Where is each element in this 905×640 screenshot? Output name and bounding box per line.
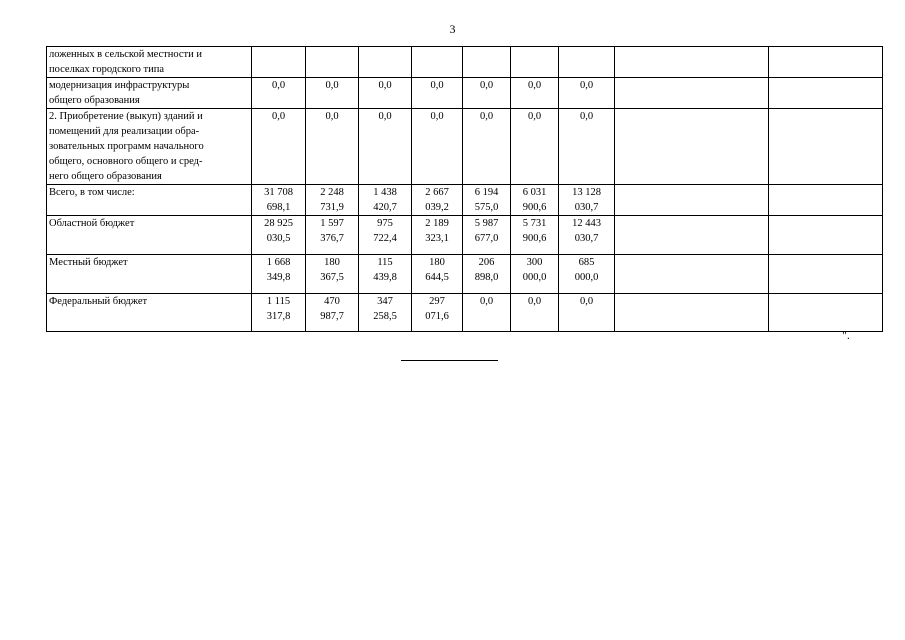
page-number: 3 — [449, 22, 456, 36]
value-cell: 0,0 — [463, 78, 511, 109]
value-cell — [463, 47, 511, 78]
row-label: Всего, в том числе: — [47, 185, 252, 216]
value-cell: 975 722,4 — [359, 216, 412, 255]
value-cell: 0,0 — [559, 78, 615, 109]
table-row — [47, 185, 883, 216]
empty-cell — [769, 78, 883, 109]
empty-cell — [615, 216, 769, 255]
empty-cell — [769, 47, 883, 78]
value-cell: 0,0 — [359, 109, 412, 185]
closing-quote-mark: ". — [842, 328, 850, 342]
empty-cell — [615, 294, 769, 332]
value-cell: 0,0 — [252, 109, 306, 185]
value-cell — [412, 47, 463, 78]
row-label: 2. Приобретение (выкуп) зданий и помещений для реализации обра- зовательных программ начального общего, основного общего и сред- него общего образования — [47, 109, 252, 185]
value-cell: 2 248 731,9 — [306, 185, 359, 216]
empty-cell — [615, 255, 769, 294]
value-cell: 0,0 — [359, 78, 412, 109]
value-cell: 0,0 — [306, 78, 359, 109]
value-cell: 300 000,0 — [511, 255, 559, 294]
row-label: Областной бюджет — [47, 216, 252, 255]
value-cell: 685 000,0 — [559, 255, 615, 294]
value-cell: 2 189 323,1 — [412, 216, 463, 255]
value-cell — [252, 47, 306, 78]
value-cell: 1 668 349,8 — [252, 255, 306, 294]
value-cell: 0,0 — [306, 109, 359, 185]
row-label: Местный бюджет — [47, 255, 252, 294]
value-cell: 180 367,5 — [306, 255, 359, 294]
value-cell: 0,0 — [559, 109, 615, 185]
value-cell: 0,0 — [463, 294, 511, 332]
value-cell: 0,0 — [559, 294, 615, 332]
value-cell: 0,0 — [412, 78, 463, 109]
value-cell: 0,0 — [252, 78, 306, 109]
empty-cell — [769, 109, 883, 185]
empty-cell — [615, 185, 769, 216]
value-cell: 28 925 030,5 — [252, 216, 306, 255]
empty-cell — [769, 255, 883, 294]
value-cell — [306, 47, 359, 78]
separator-line — [401, 360, 498, 361]
value-cell: 347 258,5 — [359, 294, 412, 332]
budget-table — [46, 46, 883, 332]
empty-cell — [769, 294, 883, 332]
table-row — [47, 78, 883, 109]
row-label: ложенных в сельской местности и поселках городского типа — [47, 47, 252, 78]
empty-cell — [769, 185, 883, 216]
value-cell: 470 987,7 — [306, 294, 359, 332]
value-cell: 0,0 — [463, 109, 511, 185]
value-cell: 1 438 420,7 — [359, 185, 412, 216]
value-cell: 0,0 — [511, 78, 559, 109]
table-row — [47, 294, 883, 332]
value-cell: 1 597 376,7 — [306, 216, 359, 255]
value-cell: 31 708 698,1 — [252, 185, 306, 216]
value-cell: 0,0 — [412, 109, 463, 185]
value-cell: 1 115 317,8 — [252, 294, 306, 332]
table-row — [47, 109, 883, 185]
value-cell: 5 731 900,6 — [511, 216, 559, 255]
value-cell: 0,0 — [511, 109, 559, 185]
value-cell: 297 071,6 — [412, 294, 463, 332]
value-cell: 13 128 030,7 — [559, 185, 615, 216]
empty-cell — [615, 78, 769, 109]
value-cell — [559, 47, 615, 78]
value-cell: 206 898,0 — [463, 255, 511, 294]
value-cell: 6 031 900,6 — [511, 185, 559, 216]
table-row — [47, 47, 883, 78]
table-row — [47, 255, 883, 294]
value-cell: 2 667 039,2 — [412, 185, 463, 216]
row-label: Федеральный бюджет — [47, 294, 252, 332]
empty-cell — [615, 109, 769, 185]
empty-cell — [769, 216, 883, 255]
value-cell: 12 443 030,7 — [559, 216, 615, 255]
value-cell — [511, 47, 559, 78]
value-cell: 6 194 575,0 — [463, 185, 511, 216]
value-cell: 115 439,8 — [359, 255, 412, 294]
value-cell — [359, 47, 412, 78]
table-row — [47, 216, 883, 255]
row-label: модернизация инфраструктуры общего образования — [47, 78, 252, 109]
empty-cell — [615, 47, 769, 78]
value-cell: 0,0 — [511, 294, 559, 332]
value-cell: 5 987 677,0 — [463, 216, 511, 255]
value-cell: 180 644,5 — [412, 255, 463, 294]
